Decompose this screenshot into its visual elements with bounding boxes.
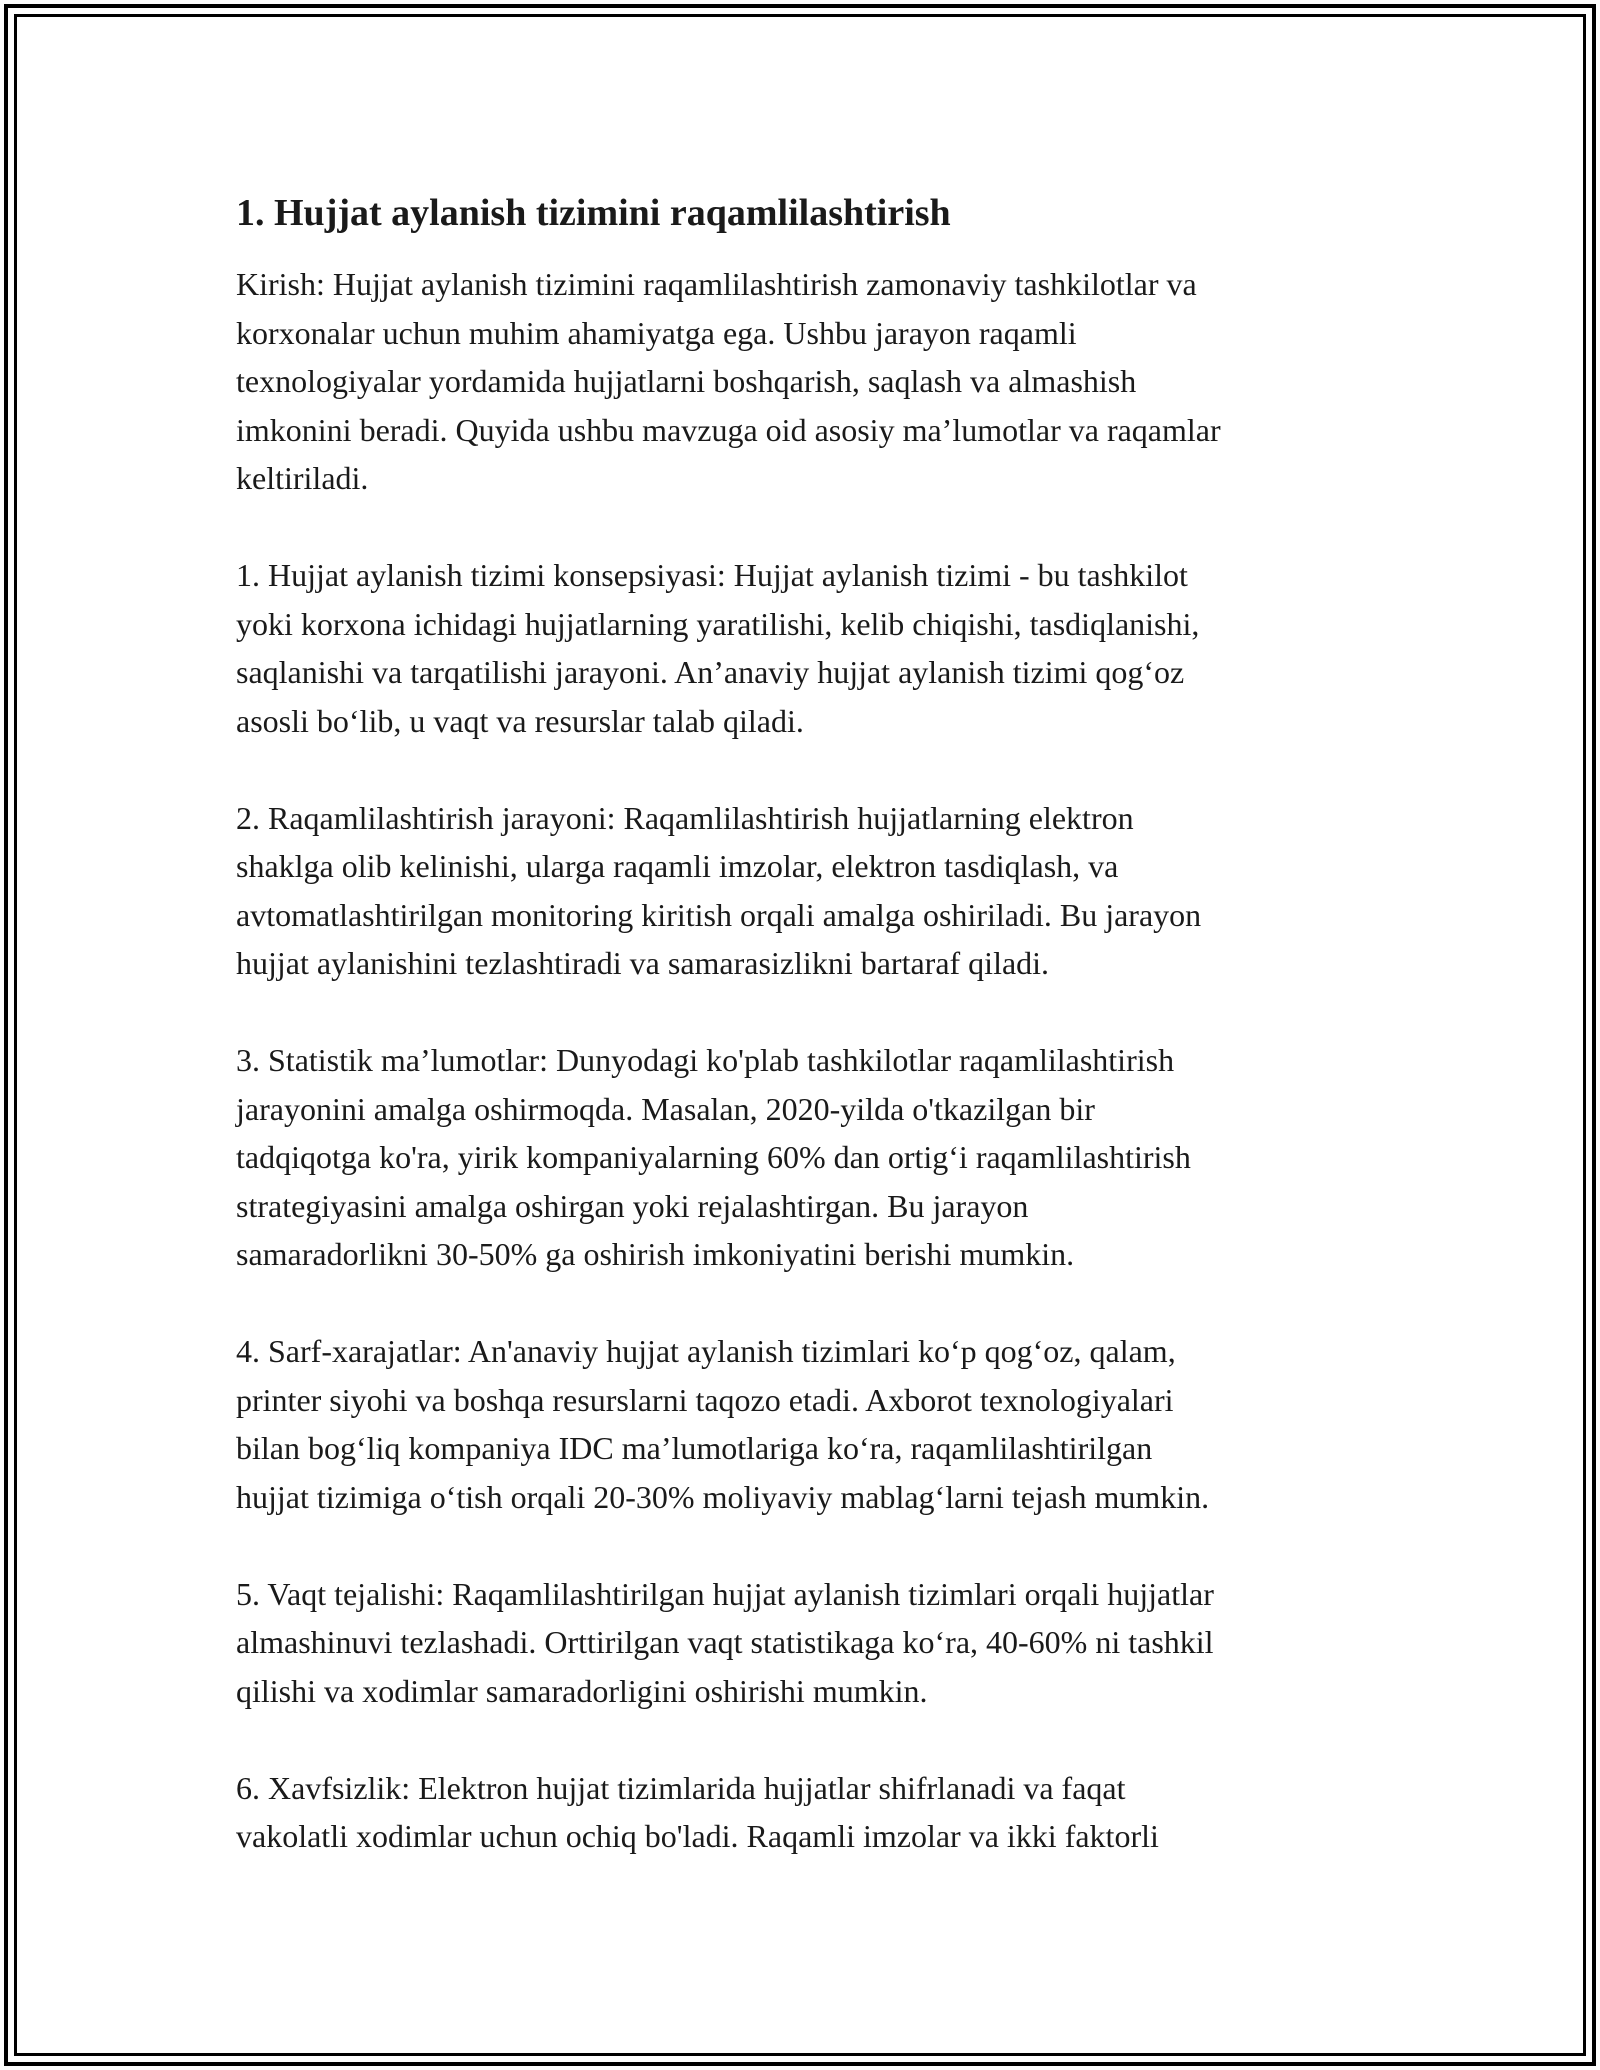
text-line: jarayonini amalga oshirmoqda. Masalan, 2020-yilda o'tkazilgan bir xyxy=(236,1090,1095,1127)
text-line: qilishi va xodimlar samaradorligini oshirishi mumkin. xyxy=(236,1672,928,1709)
text-line: almashinuvi tezlashadi. Orttirilgan vaqt statistikaga ko‘ra, 40-60% ni tashkil xyxy=(236,1624,1214,1660)
text-line: 4. Sarf-xarajatlar: An'anaviy hujjat aylanish tizimlari ko‘p qog‘oz, qalam, xyxy=(236,1333,1176,1369)
paragraph-introduction xyxy=(236,260,1396,503)
document-title: 1. Hujjat aylanish tizimini raqamlilashtirish xyxy=(236,192,951,234)
text-line: vakolatli xodimlar uchun ochiq bo'ladi. Raqamli imzolar va ikki faktorli xyxy=(236,1818,1159,1854)
paragraph-concept xyxy=(236,551,1396,745)
text-line: tadqiqotga ko'ra, yirik kompaniyalarning 60% dan ortig‘i raqamlilashtirish xyxy=(236,1139,1191,1175)
text-line: asosli bo‘lib, u vaqt va resurslar talab qiladi. xyxy=(236,702,804,739)
text-line: keltiriladi. xyxy=(236,460,369,496)
text-line: bilan bog‘liq kompaniya IDC ma’lumotlariga ko‘ra, raqamlilashtirilgan xyxy=(236,1430,1153,1466)
text-line: 6. Xavfsizlik: Elektron hujjat tizimlarida hujjatlar shifrlanadi va faqat xyxy=(236,1769,1126,1806)
paragraph-security xyxy=(236,1764,1396,1861)
document-body xyxy=(236,186,1396,1909)
text-line: 1. Hujjat aylanish tizimi konsepsiyasi: Hujjat aylanish tizimi - bu tashkilot xyxy=(236,557,1188,593)
text-line: shaklga olib kelinishi, ularga raqamli imzolar, elektron tasdiqlash, va xyxy=(236,848,1119,884)
text-line: imkonini beradi. Quyida ushbu mavzuga oid asosiy ma’lumotlar va raqamlar xyxy=(236,411,1221,448)
paragraph-costs xyxy=(236,1327,1396,1521)
text-line: samaradorlikni 30-50% ga oshirish imkoniyatini berishi mumkin. xyxy=(236,1236,1075,1272)
text-line: hujjat aylanishini tezlashtiradi va samarasizlikni bartaraf qiladi. xyxy=(236,945,1050,981)
paragraph-digitization-process xyxy=(236,794,1396,988)
text-line: printer siyohi va boshqa resurslarni taqozo etadi. Axborot texnologiyalari xyxy=(236,1381,1174,1418)
text-line: texnologiyalar yordamida hujjatlarni boshqarish, saqlash va almashish xyxy=(236,363,1137,399)
text-line: avtomatlashtirilgan monitoring kiritish orqali amalga oshiriladi. Bu jarayon xyxy=(236,896,1202,933)
paragraph-statistics xyxy=(236,1036,1396,1279)
text-line: 2. Raqamlilashtirish jarayoni: Raqamlilashtirish hujjatlarning elektron xyxy=(236,799,1134,836)
text-line: Kirish: Hujjat aylanish tizimini raqamlilashtirish zamonaviy tashkilotlar va xyxy=(236,266,1197,302)
paragraph-time-savings xyxy=(236,1570,1396,1716)
text-line: korxonalar uchun muhim ahamiyatga ega. Ushbu jarayon raqamli xyxy=(236,314,1077,351)
text-line: strategiyasini amalga oshirgan yoki rejalashtirgan. Bu jarayon xyxy=(236,1187,1029,1224)
text-line: hujjat tizimiga o‘tish orqali 20-30% moliyaviy mablag‘larni tejash mumkin. xyxy=(236,1478,1210,1515)
text-line: saqlanishi va tarqatilishi jarayoni. An’anaviy hujjat aylanish tizimi qog‘oz xyxy=(236,654,1185,690)
text-line: 3. Statistik ma’lumotlar: Dunyodagi ko'plab tashkilotlar raqamlilashtirish xyxy=(236,1042,1175,1078)
text-line: 5. Vaqt tejalishi: Raqamlilashtirilgan hujjat aylanish tizimlari orqali hujjatlar xyxy=(236,1575,1214,1612)
text-line: yoki korxona ichidagi hujjatlarning yaratilishi, kelib chiqishi, tasdiqlanishi, xyxy=(236,605,1200,642)
